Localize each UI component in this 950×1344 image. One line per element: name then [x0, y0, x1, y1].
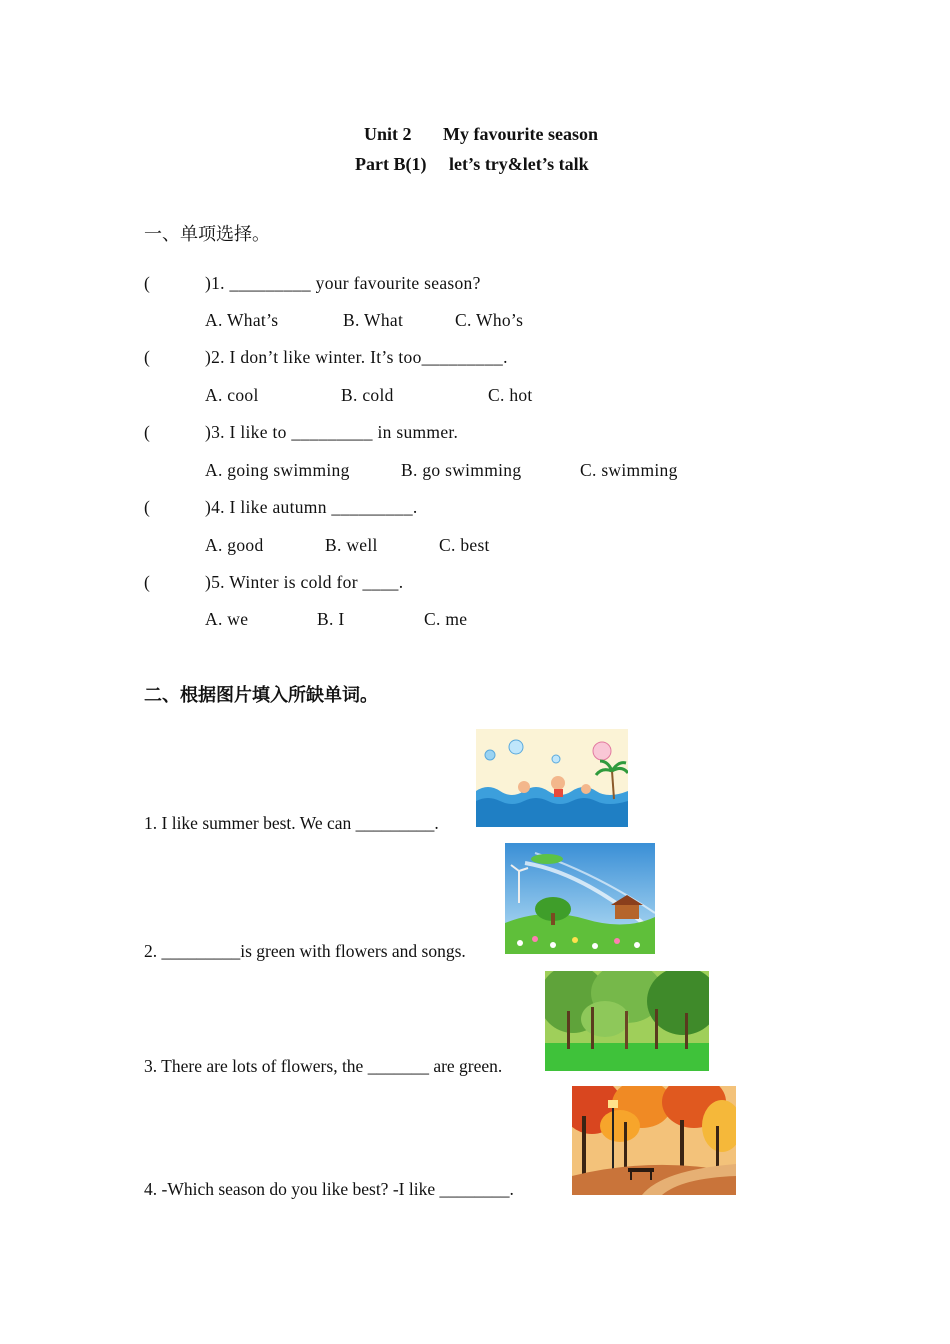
fill-item-3: 3. There are lots of flowers, the _______ are green. [144, 1056, 503, 1076]
question-4-option-b: B. well [325, 535, 378, 555]
title-lesson: let’s try&let’s talk [449, 154, 589, 174]
title-unit: Unit 2 [364, 124, 412, 144]
section2-heading: 二、根据图片填入所缺单词。 [144, 685, 378, 706]
question-5-option-b: B. I [317, 609, 345, 629]
question-3-paren: ( [144, 422, 151, 442]
autumn-picture [572, 1086, 736, 1195]
question-2-paren: ( [144, 347, 151, 367]
question-5-stem: )5. Winter is cold for ____. [205, 572, 404, 592]
question-3-option-c: C. swimming [580, 460, 678, 480]
spring-picture [505, 843, 655, 954]
question-2-stem: )2. I don’t like winter. It’s too_________. [205, 347, 508, 367]
question-4-option-a: A. good [205, 535, 264, 555]
question-5-paren: ( [144, 572, 151, 592]
fill-item-2: 2. _________is green with flowers and songs. [144, 941, 466, 961]
question-2-option-b: B. cold [341, 385, 394, 405]
question-5-option-a: A. we [205, 609, 249, 629]
question-1-option-a: A. What’s [205, 310, 279, 330]
question-1-stem: )1. _________ your favourite season? [205, 273, 481, 293]
question-3-option-a: A. going swimming [205, 460, 350, 480]
question-4-paren: ( [144, 497, 151, 517]
question-5-option-c: C. me [424, 609, 468, 629]
swimming-picture [476, 729, 628, 827]
fill-item-4: 4. -Which season do you like best? -I like ________. [144, 1179, 514, 1199]
fill-item-1: 1. I like summer best. We can _________. [144, 813, 439, 833]
question-1-option-b: B. What [343, 310, 404, 330]
question-3-option-b: B. go swimming [401, 460, 522, 480]
question-1-option-c: C. Who’s [455, 310, 524, 330]
question-3-stem: )3. I like to _________ in summer. [205, 422, 459, 442]
trees-picture [545, 971, 709, 1071]
section1-heading: 一、单项选择。 [144, 224, 270, 245]
question-4-stem: )4. I like autumn _________. [205, 497, 418, 517]
question-2-option-c: C. hot [488, 385, 533, 405]
question-1-paren: ( [144, 273, 151, 293]
title-part: Part B(1) [355, 154, 427, 174]
question-4-option-c: C. best [439, 535, 490, 555]
question-2-option-a: A. cool [205, 385, 259, 405]
title-topic: My favourite season [443, 124, 598, 144]
